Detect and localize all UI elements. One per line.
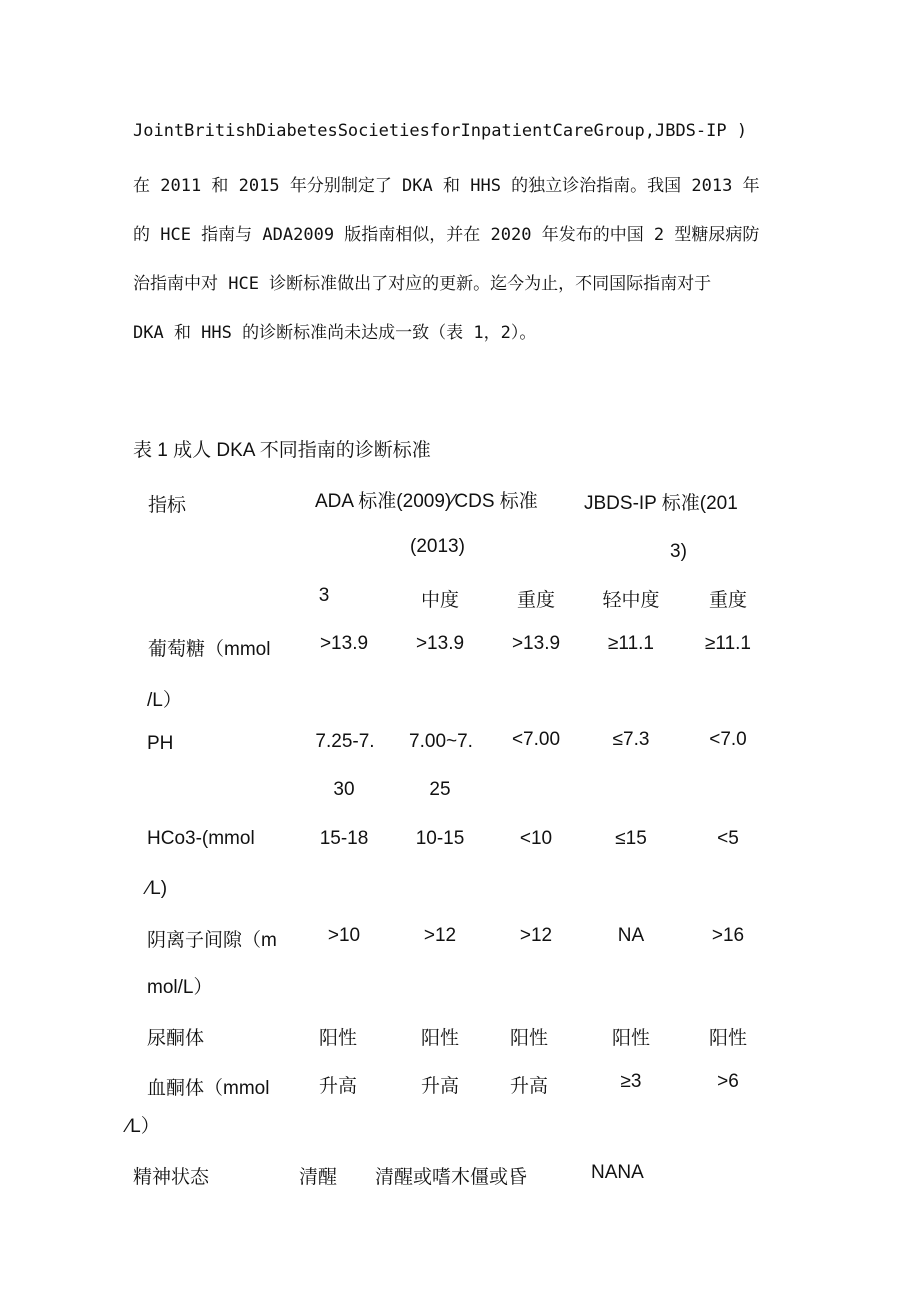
table-cell: ≤15 [615, 828, 647, 849]
table-cell: >12 [519, 925, 553, 946]
table-cell: >13.9 [415, 633, 465, 654]
table-cell: >6 [717, 1071, 739, 1092]
subheader: 重度 [516, 590, 556, 611]
subheader: 中度 [420, 590, 460, 611]
table-cell-cont: 30 [333, 779, 355, 800]
table-cell: <5 [717, 828, 739, 849]
table-cell: 7.25-7. [315, 731, 375, 752]
table-cell: ≥3 [620, 1071, 642, 1092]
table-cell: ≥11.1 [705, 633, 751, 654]
table-cell: 清醒 [299, 1167, 338, 1188]
table-cell: 7.00~7. [409, 731, 473, 752]
table-cell: 阳性 [708, 1028, 748, 1049]
table-cell: >16 [711, 925, 745, 946]
subheader: 轻中度 [602, 590, 660, 611]
table-cell: 15-18 [319, 828, 369, 849]
table-cell: NA [617, 925, 645, 946]
paragraph-line: JointBritishDiabetesSocietiesforInpatientCareGroup,JBDS-IP ) [133, 121, 748, 141]
table-cell: ≤7.3 [612, 729, 650, 750]
table-cell: 阳性 [420, 1028, 460, 1049]
row-label: 精神状态 [133, 1167, 210, 1188]
table-cell: 升高 [318, 1076, 358, 1097]
table-cell: >12 [423, 925, 457, 946]
row-label: HCo3-(mmol [147, 828, 255, 849]
subheader: 3 [318, 585, 330, 606]
row-label: 尿酮体 [147, 1028, 205, 1049]
row-label: PH [147, 733, 174, 754]
table-caption: 表 1 成人 DKA 不同指南的诊断标准 [133, 440, 431, 461]
row-label-cont: ∕L) [147, 878, 168, 899]
paragraph-line: 在 2011 和 2015 年分别制定了 DKA 和 HHS 的独立诊治指南。我国 2013 年 [133, 176, 760, 196]
subheader: 重度 [708, 590, 748, 611]
table-cell: 升高 [509, 1076, 549, 1097]
row-label: 阴离子间隙（m [147, 930, 277, 951]
header-jbds: JBDS-IP 标准(201 [584, 493, 738, 514]
table-cell: 阳性 [611, 1028, 651, 1049]
row-label: 血酮体（mmol [147, 1078, 270, 1099]
paragraph-line: DKA 和 HHS 的诊断标准尚未达成一致（表 1，2）。 [133, 323, 537, 343]
header-indicator: 指标 [148, 495, 187, 516]
table-cell: 阳性 [318, 1028, 358, 1049]
row-label-cont: mol/L） [147, 977, 213, 998]
table-cell: >13.9 [511, 633, 561, 654]
paragraph-line: 的 HCE 指南与 ADA2009 版指南相似，并在 2020 年发布的中国 2 型糖尿病防 [133, 225, 760, 245]
table-cell: >10 [327, 925, 361, 946]
header-ada-year: (2013) [410, 536, 465, 557]
header-jbds-year: 3) [670, 541, 687, 562]
table-cell: 清醒或嗜木僵或昏 [375, 1167, 528, 1188]
table-cell: 升高 [420, 1076, 460, 1097]
table-cell: <7.00 [511, 729, 561, 750]
row-label-cont: ∕L） [127, 1116, 160, 1137]
row-label: 葡萄糖（mmol [148, 639, 271, 660]
header-ada: ADA 标准(2009)∕CDS 标准 [315, 491, 538, 512]
row-label-cont: /L） [147, 690, 182, 711]
table-cell: NANA [591, 1162, 644, 1183]
table-cell: 10-15 [415, 828, 465, 849]
table-cell: <7.0 [709, 729, 747, 750]
table-cell-cont: 25 [429, 779, 451, 800]
table-cell: ≥11.1 [608, 633, 654, 654]
table-cell: >13.9 [319, 633, 369, 654]
table-cell: 阳性 [509, 1028, 549, 1049]
table-cell: <10 [519, 828, 553, 849]
paragraph-line: 治指南中对 HCE 诊断标准做出了对应的更新。迄今为止，不同国际指南对于 [133, 274, 712, 294]
